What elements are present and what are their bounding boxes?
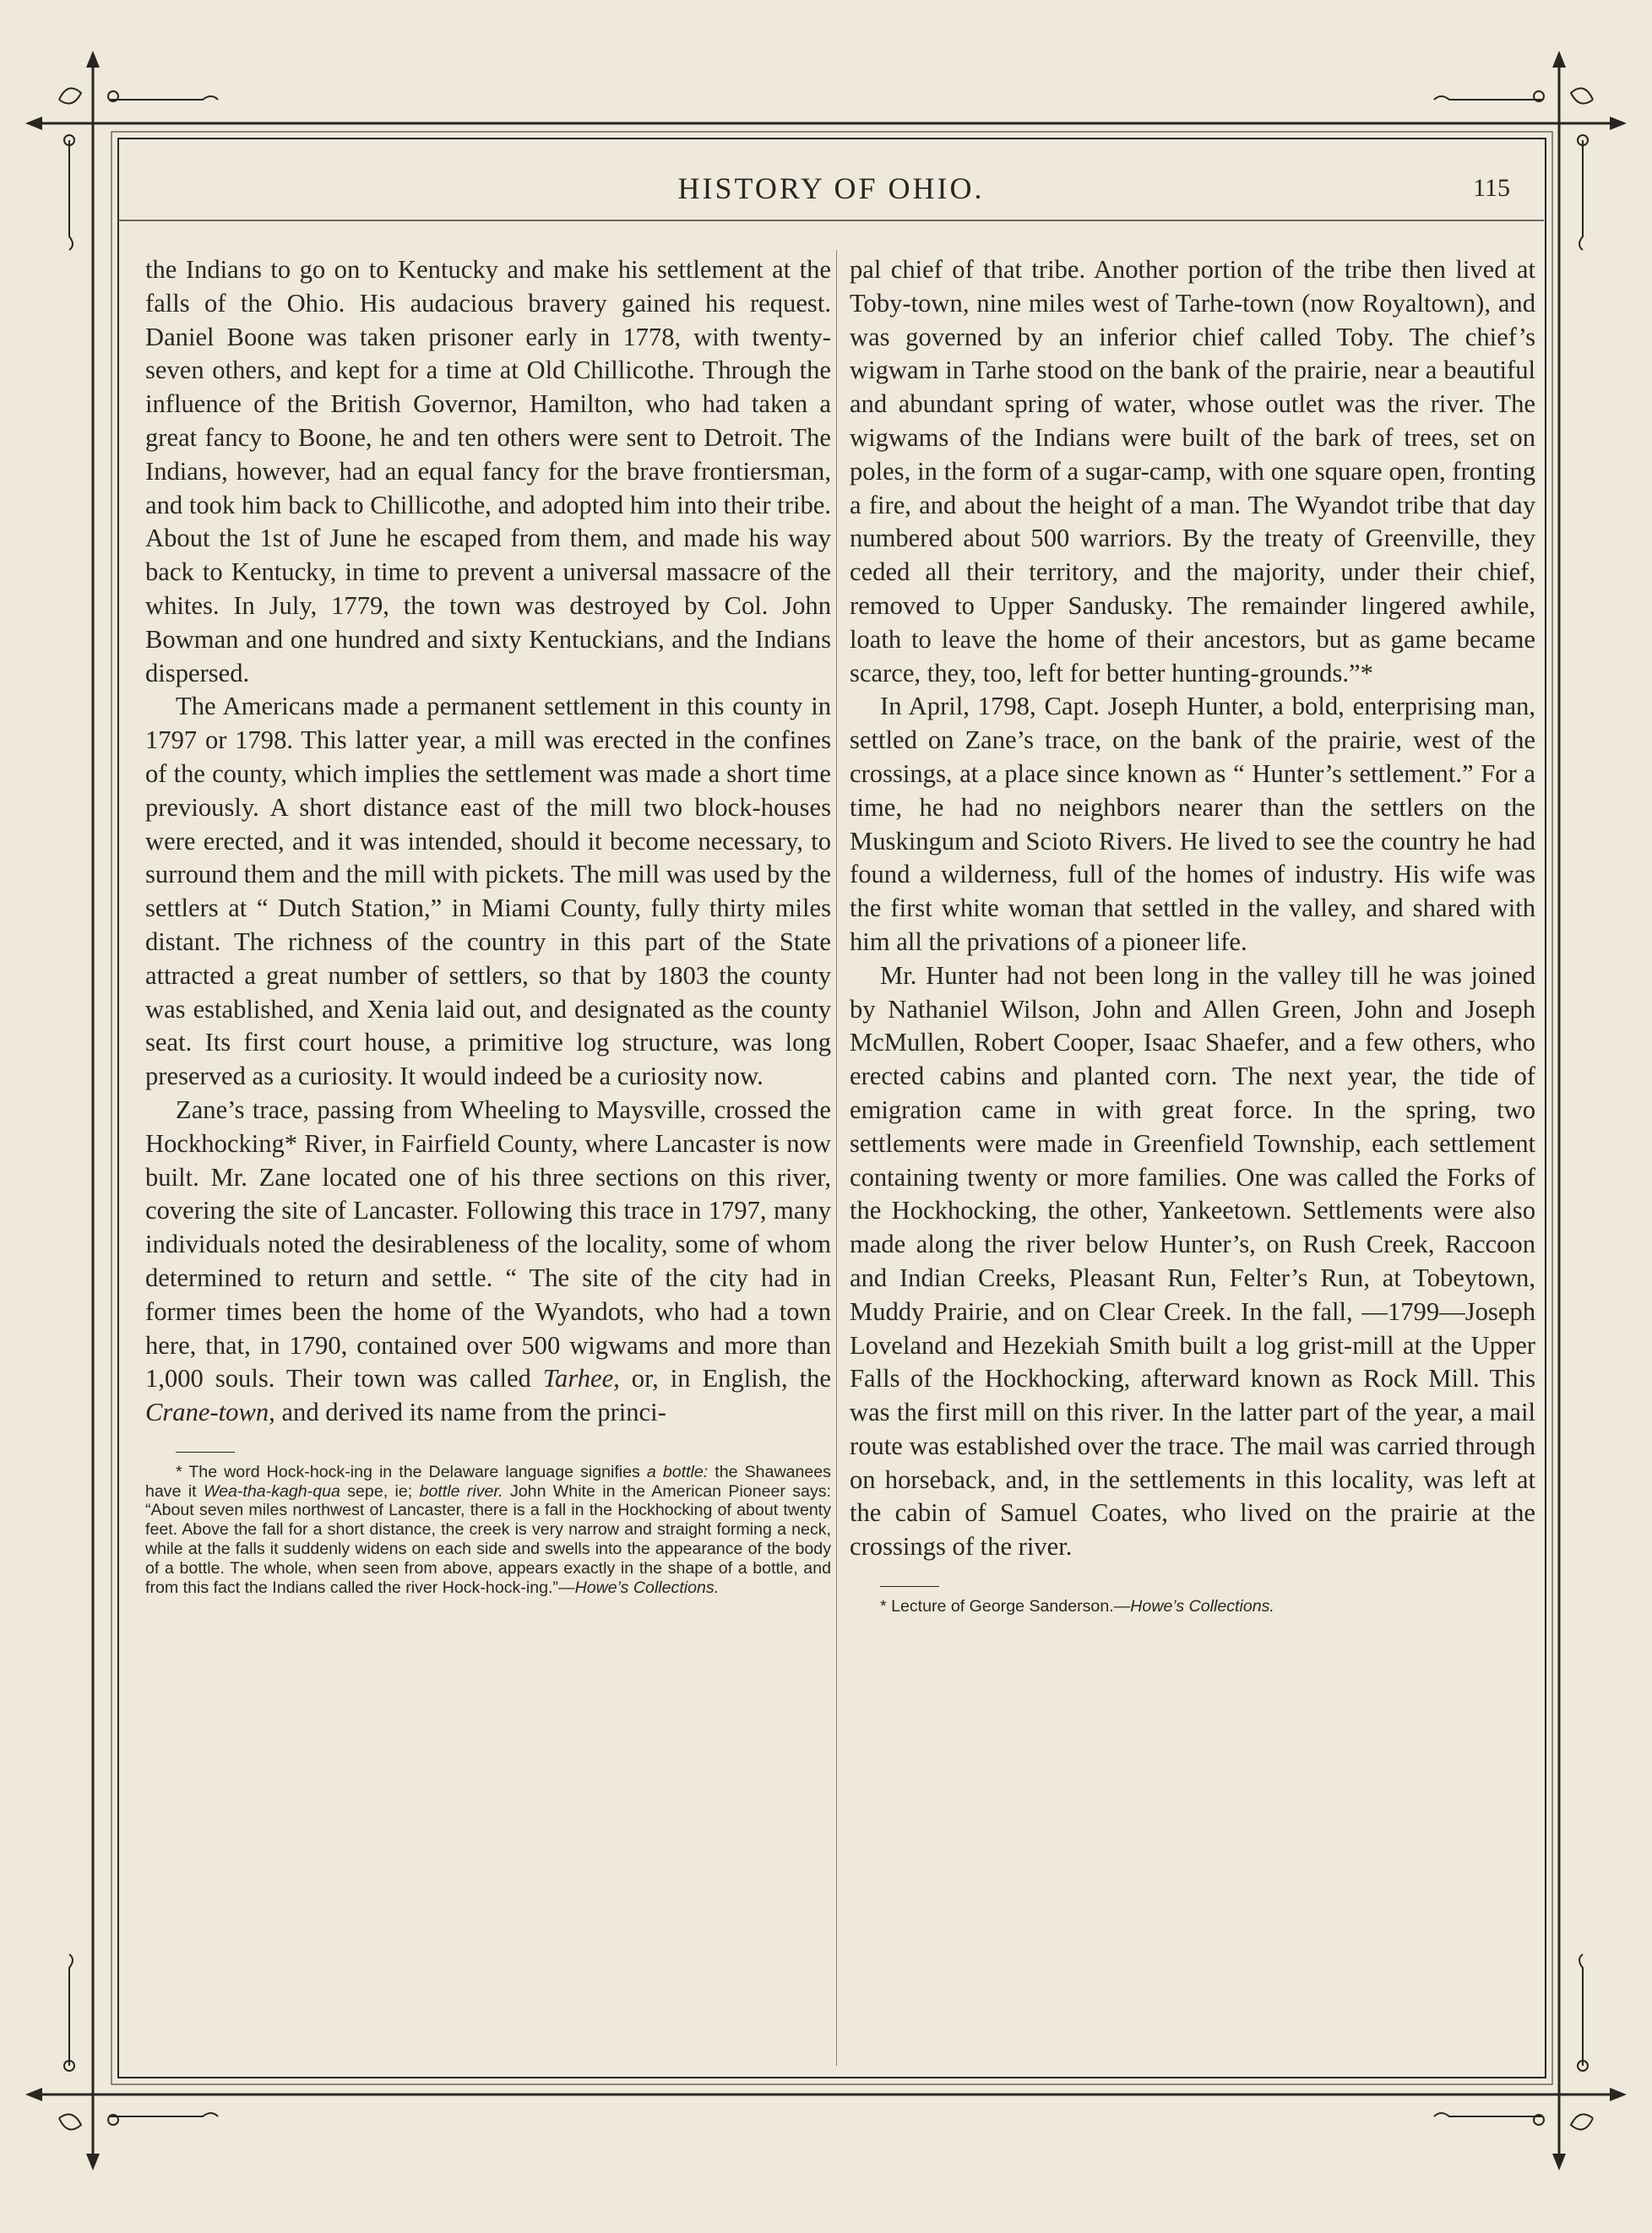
- left-paragraph-3-mid: or, in English, the: [619, 1364, 831, 1394]
- right-paragraph-3: Mr. Hunter had not been long in the valley till he was joined by Nathaniel Wilson, John and Allen Green, John and Joseph McMullen, Robert Cooper, Isaac Shaefer, and a few others, who erected cabins and planted corn. The next year, the tide of emigration came in with great force. In the spring, two settlements were made in Greenfield Township, each settlement containing twenty or more families. One was called the Forks of the Hockhocking, the other, Yankeetown. Settlements were also made along the river below Hunter’s, on Rush Creek, Raccoon and Indian Creeks, Pleasant Run, Felter’s Run, at Tobeytown, Muddy Prairie, and on Clear Creek. In the fall, —1799—Joseph Loveland and Hezekiah Smith built a log grist-mill at the Upper Falls of the Hockhocking, afterward known as Rock Mill. This was the first mill on this river. In the latter part of the year, a mail route was established over the trace. The mail was carried through on horseback, and, in the settlements in this locality, was left at the cabin of Samuel Coates, who lived on the prairie at the crossings of the river.: [850, 960, 1535, 1562]
- left-paragraph-3: [145, 1094, 831, 1430]
- running-header: [118, 169, 1544, 221]
- footnote-italic-a-bottle: a bottle:: [646, 1462, 709, 1481]
- footnote-source: Howe’s Collections.: [1130, 1597, 1274, 1616]
- footnote-rule: [880, 1586, 939, 1587]
- running-title: HISTORY OF OHIO.: [677, 171, 985, 205]
- right-column: [850, 253, 1535, 1616]
- crane-town-italic: Crane-town,: [145, 1398, 275, 1427]
- left-column: [145, 253, 831, 1597]
- footnote-italic-bottle-river: bottle river.: [419, 1481, 503, 1501]
- footnote-source: Howe’s Collections.: [574, 1578, 720, 1597]
- footnote-sanderson: [850, 1597, 1535, 1616]
- right-paragraph-2: In April, 1798, Capt. Joseph Hunter, a bold, enterprising man, settled on Zane’s trace, on the bank of the prairie, west of the crossings, at a place since known as “ Hunter’s settlement.” For a time, he had no neighbors nearer than the settlers on the Muskingum and Scioto Rivers. He lived to see the country he had found a wilderness, full of the homes of industry. His wife was the first white woman that settled in the valley, and shared with him all the privations of a pioneer life.: [850, 692, 1535, 956]
- footnote-hockhocking: [145, 1463, 831, 1598]
- footnote-text-b: the Shawanees have it: [145, 1462, 831, 1501]
- column-divider: [836, 250, 837, 2066]
- footnote-rule: [176, 1452, 235, 1453]
- footnote-text: * Lecture of George Sanderson.—: [880, 1597, 1131, 1616]
- left-paragraph-2: The Americans made a permanent settlement in this county in 1797 or 1798. This latter year, a mill was erected in the confines of the county, which implies the settlement was made a short time previously. A short distance east of the mill two block-houses were erected, and it was intended, should it become necessary, to surround them and the mill with pickets. The mill was used by the settlers at “ Dutch Station,” in Miami County, fully thirty miles distant. The richness of the country in this part of the State attracted a great number of settlers, so that by 1803 the county was established, and Xenia laid out, and designated as the county seat. Its first court house, a primitive log structure, was long preserved as a curiosity. It would indeed be a curiosity now.: [145, 692, 831, 1091]
- left-paragraph-3-text: Zane’s trace, passing from Wheeling to Maysville, crossed the Hockhocking* River, in Fairfield County, where Lancaster is now built. Mr. Zane located one of his three sections on this river, covering the site of Lancaster. Following this trace in 1797, many individuals noted the desirableness of the locality, some of whom determined to return and settle. “ The site of the city had in former times been the home of the Wyandots, who had a town here, that, in 1790, contained over 500 wigwams and more than 1,000 souls. Their town was called: [145, 1095, 831, 1394]
- footnote-text-c: sepe, ie;: [340, 1481, 420, 1501]
- footnote-text-d: John White in the American Pioneer says: “About seven miles northwest of Lancaster, there is a fall in the Hockhocking of about twenty feet. Above the fall for a short distance, the creek is very narrow and straight forming a neck, while at the falls it suddenly widens on each side and swells into the appearance of the body of a bottle. The whole, when seen from above, appears exactly in the shape of a bottle, and from this fact the Indians called the river Hock-hock-ing.”—: [145, 1481, 831, 1597]
- left-paragraph-3-end: and derived its name from the princi-: [274, 1398, 666, 1427]
- left-paragraph-1: the Indians to go on to Kentucky and make his settlement at the falls of the Ohio. His audacious bravery gained his request. Daniel Boone was taken prisoner early in 1778, with twenty-seven others, and kept for a time at Old Chillicothe. Through the influence of the British Governor, Hamilton, who had taken a great fancy to Boone, he and ten others were sent to Detroit. The Indians, however, had an equal fancy for the brave frontiersman, and took him back to Chillicothe, and adopted him into their tribe. About the 1st of June he escaped from them, and made his way back to Kentucky, in time to prevent a universal massacre of the whites. In July, 1779, the town was destroyed by Col. John Bowman and one hundred and sixty Kentuckians, and the Indians dispersed.: [145, 255, 831, 687]
- tarhee-italic: Tarhee,: [542, 1364, 620, 1394]
- page-number: 115: [1473, 174, 1510, 202]
- right-paragraph-1: pal chief of that tribe. Another portion of the tribe then lived at Toby-town, nine miles west of Tarhe-town (now Royaltown), and was governed by an inferior chief called Toby. The chief’s wigwam in Tarhe stood on the bank of the prairie, near a beautiful and abundant spring of water, whose outlet was the river. The wigwams of the Indians were built of the bark of trees, set on poles, in the form of a sugar-camp, with one square open, fronting a fire, and about the height of a man. The Wyandot tribe that day numbered about 500 warriors. By the treaty of Greenville, they ceded all their territory, and the majority, under their chief, removed to Upper Sandusky. The remainder lingered awhile, loath to leave the home of their ancestors, but as game became scarce, they, too, left for better hunting-grounds.”*: [850, 255, 1535, 687]
- footnote-text-a: * The word Hock-hock-ing in the Delaware language signifies: [176, 1462, 640, 1481]
- footnote-italic-shawanee-word: Wea-tha-kagh-qua: [203, 1481, 340, 1501]
